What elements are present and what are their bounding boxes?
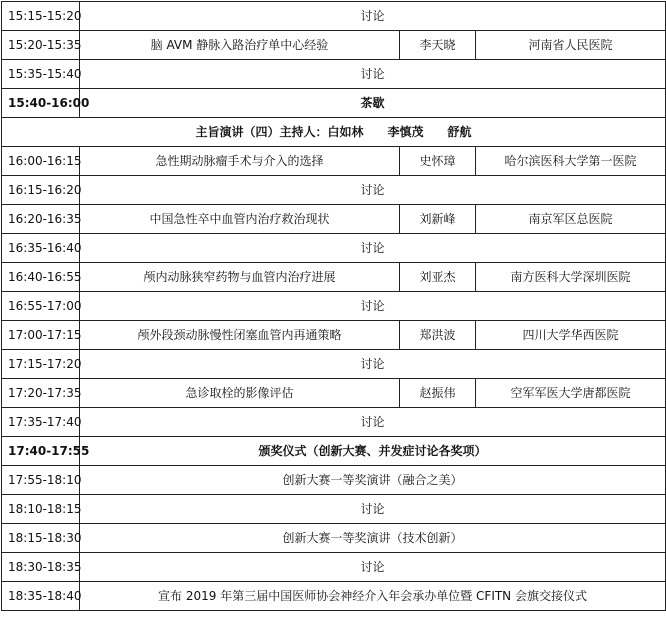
session-cell: 讨论 [80,176,666,205]
schedule-body [2,2,666,611]
table-row [2,2,666,31]
speaker-cell: 郑洪波 [400,321,476,350]
time-cell: 15:40-16:00 [2,89,80,118]
talk-title-cell: 颅外段颈动脉慢性闭塞血管内再通策略 [80,321,400,350]
session-cell: 讨论 [80,408,666,437]
talk-title-cell: 颅内动脉狭窄药物与血管内治疗进展 [80,263,400,292]
table-row [2,321,666,350]
hospital-cell: 四川大学华西医院 [476,321,666,350]
table-row [2,31,666,60]
table-row [2,379,666,408]
session-cell: 讨论 [80,2,666,31]
table-row [2,60,666,89]
table-row [2,466,666,495]
table-row [2,408,666,437]
table-row [2,495,666,524]
session-cell: 讨论 [80,553,666,582]
speaker-cell: 赵振伟 [400,379,476,408]
time-cell: 18:35-18:40 [2,582,80,611]
session-cell: 颁奖仪式（创新大赛、并发症讨论各奖项） [80,437,666,466]
session-cell: 讨论 [80,292,666,321]
table-row [2,89,666,118]
time-cell: 15:35-15:40 [2,60,80,89]
time-cell: 18:15-18:30 [2,524,80,553]
time-cell: 17:40-17:55 [2,437,80,466]
session-cell: 讨论 [80,350,666,379]
talk-title-cell: 急诊取栓的影像评估 [80,379,400,408]
hospital-cell: 南方医科大学深圳医院 [476,263,666,292]
speaker-cell: 刘亚杰 [400,263,476,292]
time-cell: 17:00-17:15 [2,321,80,350]
table-row [2,176,666,205]
table-row [2,437,666,466]
session-cell: 讨论 [80,60,666,89]
session-cell: 创新大赛一等奖演讲（技术创新） [80,524,666,553]
section-header-row [2,118,666,147]
time-cell: 15:20-15:35 [2,31,80,60]
time-cell: 18:30-18:35 [2,553,80,582]
time-cell: 15:15-15:20 [2,2,80,31]
section-header: 主旨演讲（四）主持人：白如林 李慎茂 舒航 [2,118,666,147]
time-cell: 16:15-16:20 [2,176,80,205]
time-cell: 17:15-17:20 [2,350,80,379]
speaker-cell: 史怀璋 [400,147,476,176]
speaker-cell: 李天晓 [400,31,476,60]
time-cell: 17:55-18:10 [2,466,80,495]
time-cell: 17:20-17:35 [2,379,80,408]
table-row [2,234,666,263]
table-row [2,553,666,582]
talk-title-cell: 脑 AVM 静脉入路治疗单中心经验 [80,31,400,60]
table-row [2,292,666,321]
schedule-table [1,1,666,611]
hospital-cell: 南京军区总医院 [476,205,666,234]
talk-title-cell: 中国急性卒中血管内治疗救治现状 [80,205,400,234]
time-cell: 16:40-16:55 [2,263,80,292]
session-cell: 茶歇 [80,89,666,118]
talk-title-cell: 急性期动脉瘤手术与介入的选择 [80,147,400,176]
session-cell: 讨论 [80,234,666,263]
session-cell: 创新大赛一等奖演讲（融合之美） [80,466,666,495]
speaker-cell: 刘新峰 [400,205,476,234]
time-cell: 16:20-16:35 [2,205,80,234]
table-row [2,205,666,234]
table-row [2,582,666,611]
time-cell: 17:35-17:40 [2,408,80,437]
hospital-cell: 空军军医大学唐都医院 [476,379,666,408]
time-cell: 16:55-17:00 [2,292,80,321]
time-cell: 16:00-16:15 [2,147,80,176]
session-cell: 讨论 [80,495,666,524]
time-cell: 18:10-18:15 [2,495,80,524]
table-row [2,350,666,379]
hospital-cell: 哈尔滨医科大学第一医院 [476,147,666,176]
table-row [2,524,666,553]
session-cell: 宣布 2019 年第三届中国医师协会神经介入年会承办单位暨 CFITN 会旗交接仪式 [80,582,666,611]
time-cell: 16:35-16:40 [2,234,80,263]
table-row [2,147,666,176]
hospital-cell: 河南省人民医院 [476,31,666,60]
table-row [2,263,666,292]
